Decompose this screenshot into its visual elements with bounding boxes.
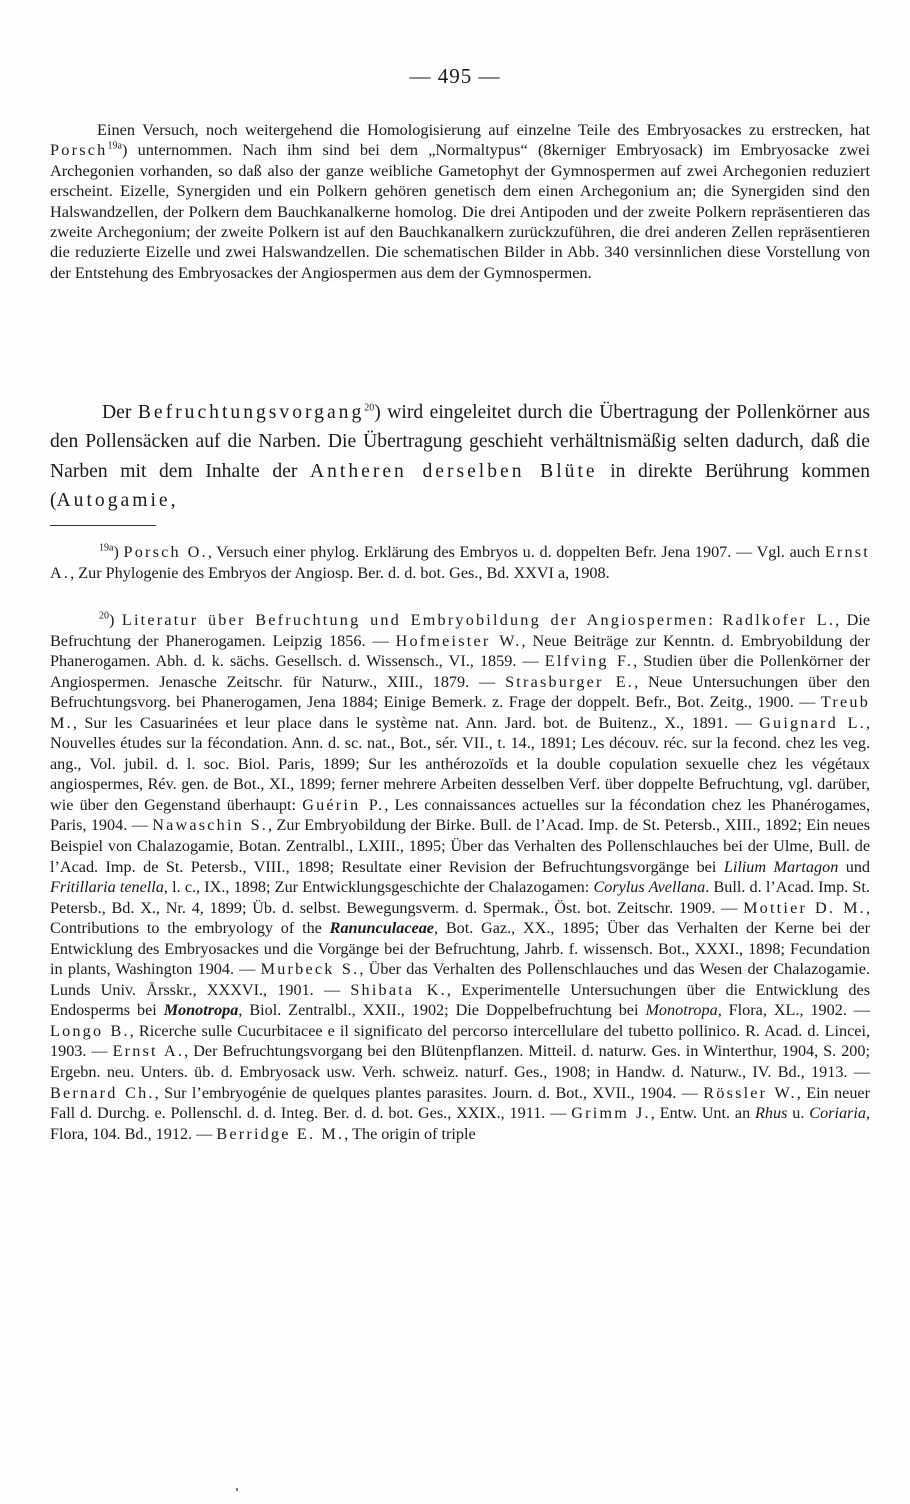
footnote-ref: 19a bbox=[107, 140, 122, 152]
species-name: Corylus Avellana bbox=[593, 878, 706, 897]
text: , Zur Phylogenie des Embryos der Angiosp. Ber. d. d. bot. Ges., Bd. XXVI a, 1908. bbox=[70, 563, 610, 582]
text: , Flora, XL., 1902. — bbox=[717, 1001, 870, 1020]
author-name: Guignard L. bbox=[759, 713, 866, 732]
author-name: Radlkofer L. bbox=[722, 611, 836, 629]
taxon-name: Coriaria bbox=[809, 1104, 866, 1123]
text: , Über das Verhalten des Pollenschlauches und das Wesen der Chalazogamie. Lunds Univ. Årsskr., XXXVI., 1901. — bbox=[50, 960, 871, 999]
author-name: Porsch O. bbox=[123, 543, 208, 561]
text: u. bbox=[787, 1104, 810, 1123]
author-name: Murbeck S. bbox=[260, 960, 360, 979]
text: , Ricerche sulle Cucurbitacee e il significato del percorso intercellulare del tubetto pollinico. R. Acad. d. Lincei, 1903. — bbox=[50, 1021, 870, 1061]
text: , Biol. Zentralbl., XXII., 1902; Die Doppelbefruchtung bei bbox=[238, 1001, 646, 1020]
text: , Bot. Gaz., XX., 1895; Über das Verhalten der Kerne bei der Entwicklung des Embryosackes und die Vorgänge bei der Befruchtung, Jahrb. f. wissensch. Bot., XXXI., 1898; Fecundation in plants, Washington 1904. — bbox=[50, 919, 870, 979]
author-name: Ernst A. bbox=[50, 543, 870, 582]
paragraph-homologisierung bbox=[50, 120, 870, 283]
author-name: Guérin P. bbox=[302, 795, 385, 814]
author-name: Longo B. bbox=[50, 1021, 130, 1040]
text: , l. c., IX., 1898; Zur Entwicklungsgeschichte der Chalazogamen: bbox=[163, 878, 594, 897]
paragraph-befruchtungsvorgang bbox=[50, 398, 870, 515]
author-name: Porsch bbox=[50, 140, 108, 160]
text: Der bbox=[102, 402, 138, 423]
text: , Sur l’embryogénie de quelques plantes parasites. Journ. d. Bot., XVII., 1904. — bbox=[154, 1083, 704, 1102]
author-name: Treub M. bbox=[50, 693, 870, 732]
text: , Der Befruchtungsvorgang bei den Blütenpflanzen. Mitteil. d. naturw. Ges. in Winterthur, 1904, S. 200; Ergebn. neu. Unters. üb. d. Embryosack usw. Verh. schweiz. naturf. Ges., 1908; in Handw. d. Naturw., IV. Bd., 1913. — bbox=[50, 1042, 870, 1082]
text: , The origin of triple bbox=[344, 1124, 476, 1143]
scan-speck bbox=[236, 1488, 238, 1491]
footnote-19a bbox=[50, 542, 870, 583]
text: , Versuch einer phylog. Erklärung des Embryos u. d. doppelten Befr. Jena 1907. — Vgl. auch bbox=[207, 543, 825, 561]
text: , Studien über die Pollenkörner der Angiospermen. Jenasche Zeitschr. für Naturw., XIII., 1879. — bbox=[50, 652, 870, 691]
footnote-20 bbox=[50, 610, 870, 1144]
text: Einen Versuch, noch weitergehend die Homologisierung auf einzelne Teile des Embryosackes zu erstrecken, hat bbox=[97, 120, 870, 139]
text: , Les connaissances actuelles sur la fécondation chez les Phanérogames, Paris, 1904. — bbox=[50, 795, 870, 835]
author-name: Mottier D. M. bbox=[743, 898, 866, 917]
author-name: Nawaschin S. bbox=[152, 816, 269, 835]
spaced-term: Autogamie bbox=[56, 489, 171, 511]
text: , Experimentelle Untersuchungen über die Entwicklung des Endosperms bei bbox=[50, 980, 870, 1020]
page-number: — 495 — bbox=[409, 64, 501, 88]
author-name: Grimm J. bbox=[571, 1104, 651, 1123]
footnote-ref: 20 bbox=[364, 402, 375, 414]
author-name: Strasburger E. bbox=[505, 672, 635, 691]
footnote-number: 19a bbox=[99, 542, 114, 554]
author-name: Elfving F. bbox=[544, 652, 634, 671]
text: , Nouvelles études sur la fécondation. Ann. d. sc. nat., Bot., sér. VII., t. 14., 1891; Les découv. réc. sur la fecond. chez les veg. ang., Vol. jubil. d. l. soc. Biol. Paris, 1899; Sur les anthérozoïds et la double copulation sexuelle chez les végétaux angiospermes, Rév. gen. de Bot., XI., 1899; ferner mehrere Arbeiten desselben Verf. über doppelte Befruchtung, vgl. darüber, wie über den Gegenstand überhaupt: bbox=[50, 713, 870, 814]
text: , Zur Embryobildung der Birke. Bull. de l’Acad. Imp. de St. Petersb., XIII., 1892; Ein neues Beispiel von Chalazogamie, Botan. Zentralbl., LXIII., 1895; Über das Verhalten des Pollenschlauches bei der Ulme, Bull. de l’Acad. Imp. de St. Petersb., VIII., 1898; Resultate einer Revision der Befruchtungsvorgänge bei bbox=[50, 816, 870, 876]
spaced-term: Befruchtungsvorgang bbox=[137, 402, 365, 423]
footnote-number: 20 bbox=[99, 610, 109, 622]
taxon-name: Monotropa bbox=[645, 1001, 718, 1020]
footnote-heading: Literatur über Befruchtung und Embryobildung der Angiospermen: bbox=[121, 611, 716, 629]
text: , Entw. Unt. an bbox=[650, 1104, 756, 1123]
author-name: Bernard Ch. bbox=[50, 1083, 155, 1102]
text bbox=[715, 611, 723, 629]
text: und bbox=[838, 857, 871, 876]
taxon-name: Monotropa bbox=[163, 1001, 239, 1020]
text: , Ein neuer Fall d. Durchg. e. Pollenschl. d. d. Integ. Ber. d. d. bot. Ges., XXIX., 1911. — bbox=[50, 1083, 871, 1123]
text: ) unternommen. Nach ihm sind bei dem „Normaltypus“ (8kerniger Embryosack) im Embryosacke zwei Archegonien vorhanden, so daß also der ganze weibliche Gametophyt der Gymnospermen auf zwei Archegonien reduziert erscheint. Eizelle, Synergiden und ein Polkern gehören genetisch dem einen Archegonium an; die Synergiden sind den Halswandzellen, der Polkern dem Bauchkanalkerne homolog. Die drei Antipoden und der zweite Polkern repräsentieren das zweite Archegonium; der zweite Polkern ist auf den Bauchkanalkern zurückzuführen, die drei anderen Zellen repräsentieren die reduzierte Eizelle und zwei Halswandzellen. Die schematischen Bilder in Abb. 340 versinnlichen diese Vorstellung von der Entstehung des Embryosackes der Angiospermen aus dem der Gymnospermen. bbox=[50, 140, 870, 282]
text: , bbox=[170, 489, 176, 511]
text: ) bbox=[113, 543, 124, 561]
author-name: Hofmeister W. bbox=[395, 631, 522, 650]
spaced-term: Antheren derselben Blüte bbox=[309, 460, 598, 482]
taxon-name: Ranunculaceae bbox=[329, 919, 434, 938]
text: , Flora, 104. Bd., 1912. — bbox=[50, 1104, 870, 1143]
footnote-separator bbox=[50, 525, 156, 526]
species-name: Fritillaria tenella bbox=[50, 878, 164, 897]
author-name: Ernst A. bbox=[112, 1042, 185, 1061]
text: , Contributions to the embryology of the bbox=[50, 898, 870, 938]
text: , Neue Beiträge zur Kenntn. d. Embryobildung der Phanerogamen. Abh. d. k. sächs. Gesellsch. d. Wissensch., VI., 1859. — bbox=[50, 631, 871, 671]
text: ) bbox=[109, 611, 122, 629]
author-name: Rössler W. bbox=[703, 1083, 797, 1102]
text: , Neue Untersuchungen über den Befruchtungsvorg. bei Phanerogamen, Jena 1884; Einige Bemerk. z. Frage der doppelt. Befr., Bot. Zeitg., 1900. — bbox=[50, 672, 870, 712]
species-name: Lilium Martagon bbox=[723, 857, 839, 876]
author-name: Berridge E. M. bbox=[216, 1124, 345, 1143]
text: , Die Befruchtung der Phanerogamen. Leipzig 1856. — bbox=[50, 611, 871, 650]
text: ) wird eingeleitet durch die Übertragung der Pollenkörner aus den Pollensäcken auf die Narben. Die Übertragung geschieht verhältnismäßig selten dadurch, daß die Narben mit dem Inhalte der bbox=[50, 402, 870, 482]
text: , Sur les Casuarinées et leur place dans le système nat. Ann. Jard. bot. de Buitenz., X., 1891. — bbox=[72, 713, 760, 732]
author-name: Shibata K. bbox=[350, 980, 447, 999]
taxon-name: Rhus bbox=[755, 1104, 788, 1123]
text: in direkte Berührung kommen ( bbox=[50, 460, 871, 511]
text: . Bull. d. l’Acad. Imp. St. Petersb., Bd. X., Nr. 4, 1899; Üb. d. selbst. Bewegungsverm. d. Spermak., Öst. bot. Zeitschr. 1909. — bbox=[50, 878, 870, 917]
